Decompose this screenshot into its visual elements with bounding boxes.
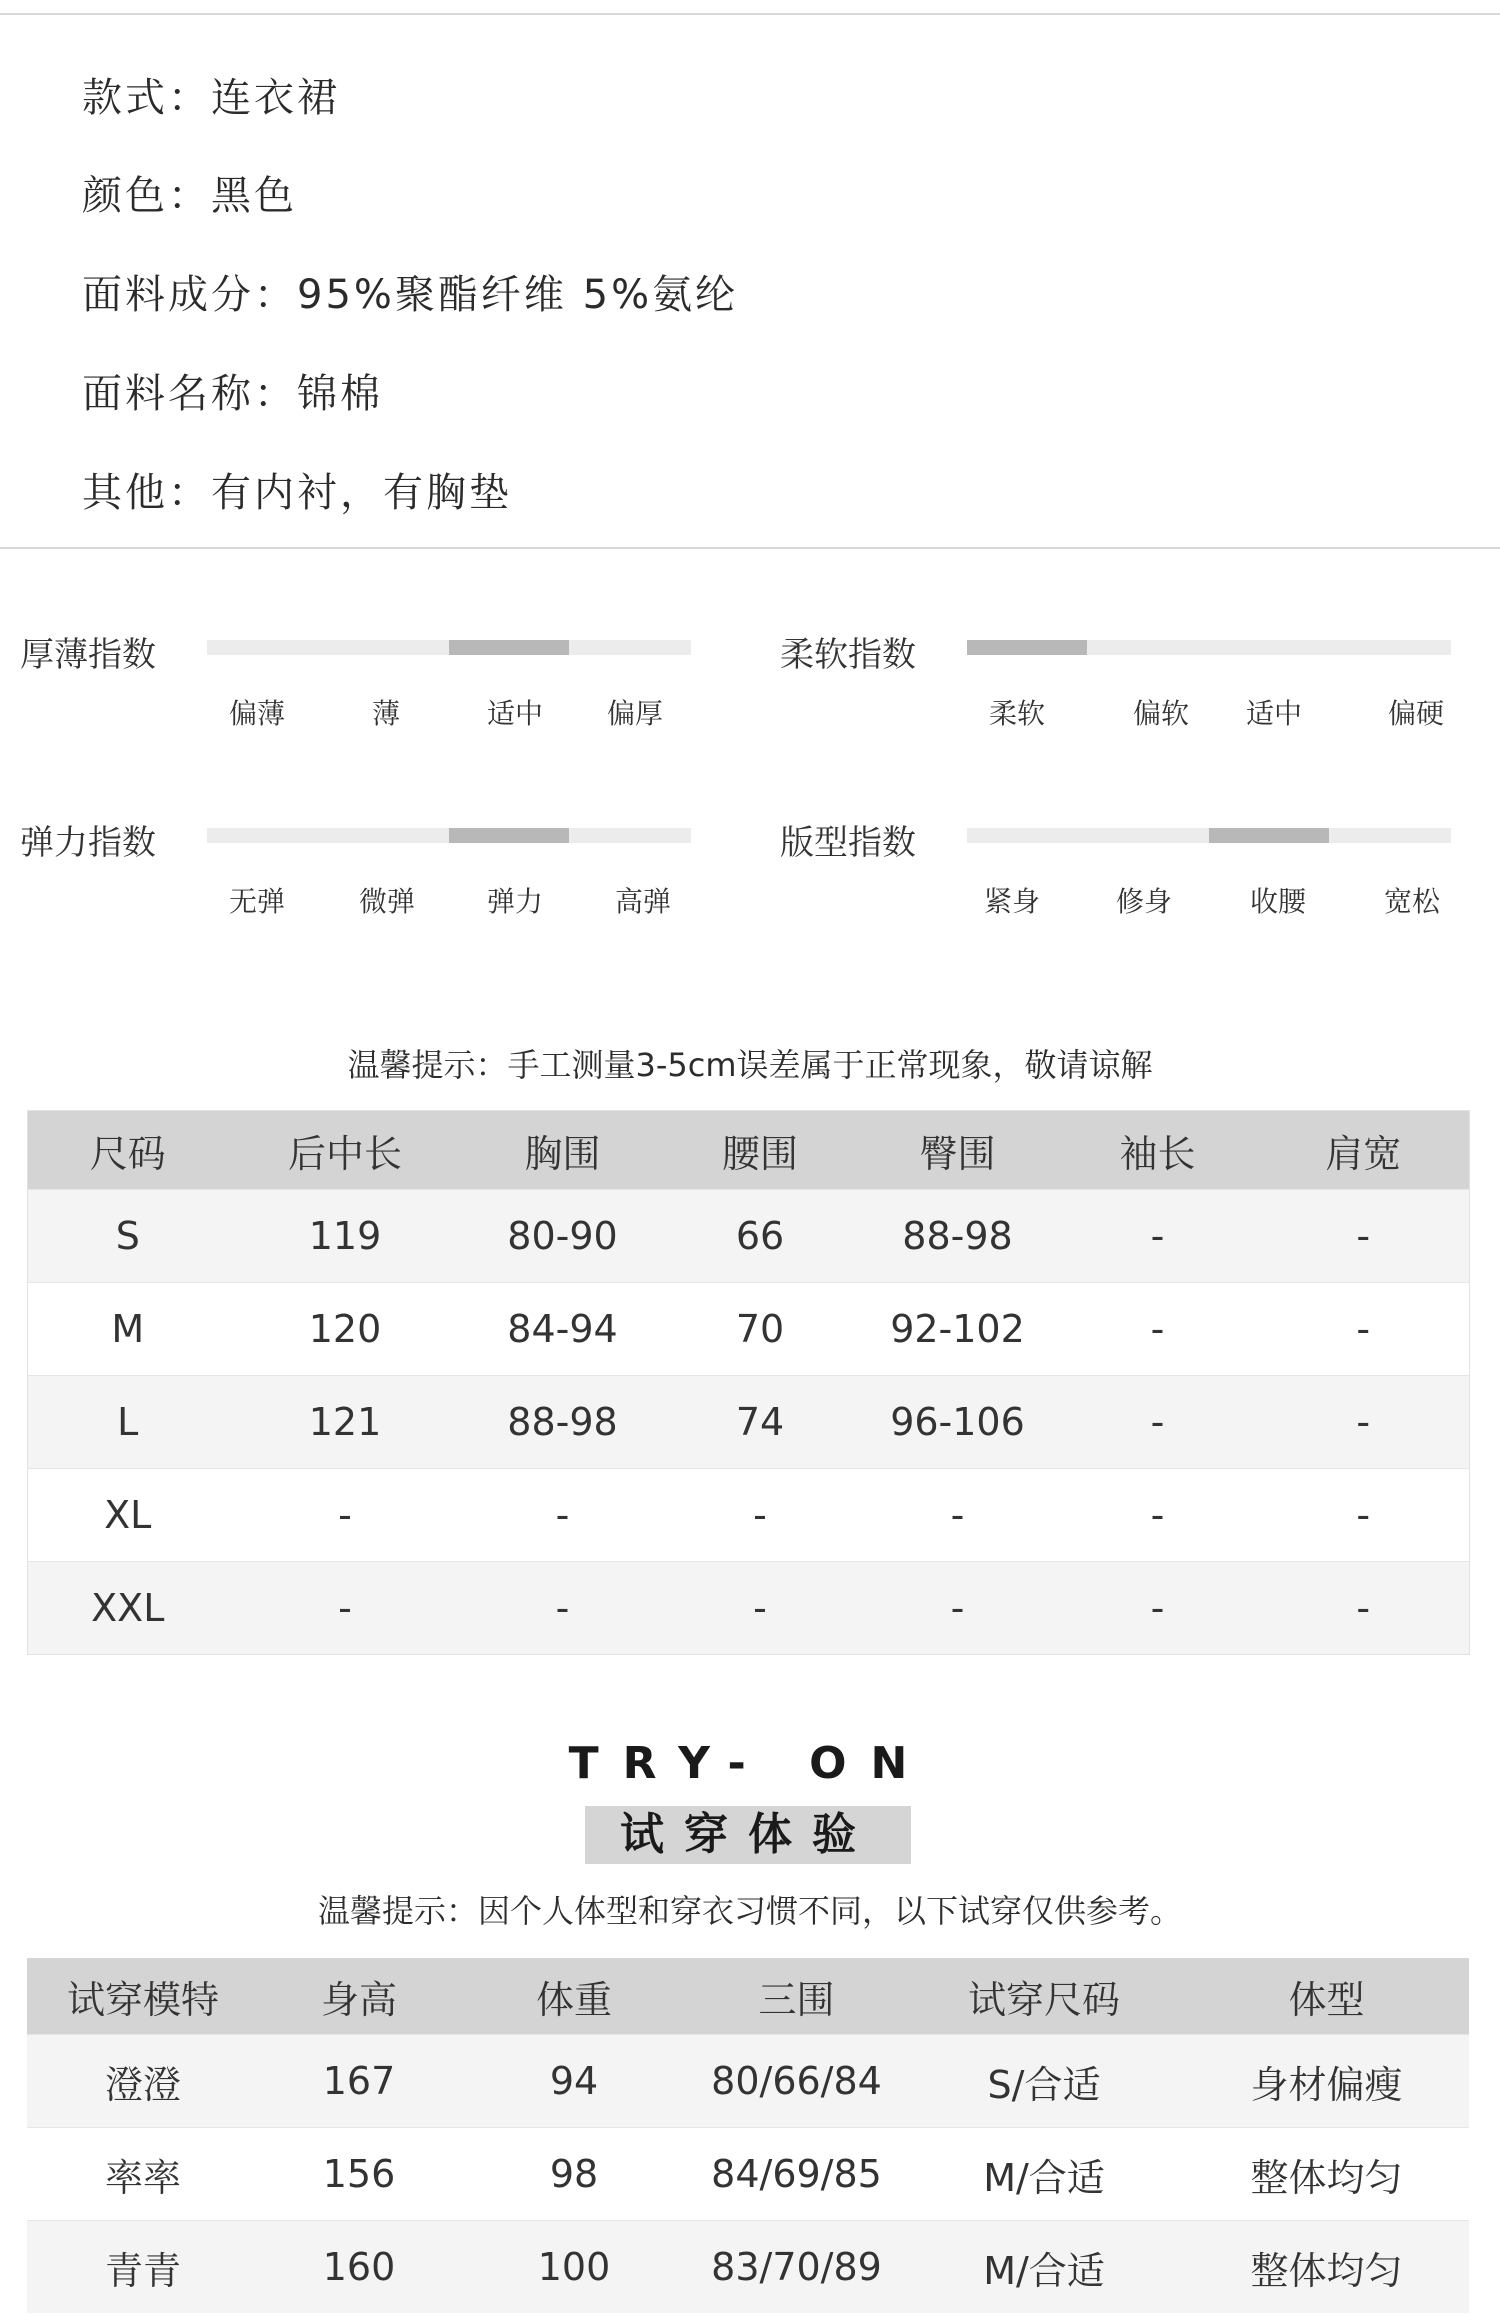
index-tick: 弹力 (486, 885, 543, 918)
column-header: 肩宽 (1258, 1111, 1470, 1190)
index-label: 版型指数 (780, 823, 916, 863)
index-bar (207, 640, 691, 655)
top-divider (0, 13, 1500, 15)
table-cell: - (858, 1562, 1058, 1655)
table-cell: 121 (228, 1376, 463, 1469)
column-header: 腰围 (663, 1111, 858, 1190)
table-cell: 澄澄 (27, 2035, 259, 2128)
table-cell: - (1258, 1190, 1470, 1283)
table-cell: - (1258, 1283, 1470, 1376)
table-cell: L (28, 1376, 228, 1469)
column-header: 后中长 (228, 1111, 463, 1190)
table-cell: 98 (459, 2128, 689, 2221)
table-header-row (28, 1111, 1470, 1190)
table-cell: 160 (259, 2221, 459, 2314)
attr-color: 颜色：黑色 (82, 173, 297, 219)
table-cell: 80-90 (463, 1190, 663, 1283)
index-label: 厚薄指数 (20, 635, 156, 675)
table-cell: 96-106 (858, 1376, 1058, 1469)
index-tick: 适中 (486, 697, 543, 730)
table-row (28, 1376, 1470, 1469)
table-cell: 88-98 (858, 1190, 1058, 1283)
table-cell: 167 (259, 2035, 459, 2128)
table-cell: 94 (459, 2035, 689, 2128)
index-tick: 紧身 (983, 885, 1040, 918)
table-cell: - (663, 1562, 858, 1655)
table-cell: - (1058, 1190, 1258, 1283)
index-bar-fill (1209, 828, 1329, 843)
table-cell: 70 (663, 1283, 858, 1376)
column-header: 试穿模特 (27, 1958, 259, 2035)
table-cell: M/合适 (904, 2221, 1184, 2314)
table-cell: 84-94 (463, 1283, 663, 1376)
table-cell: S/合适 (904, 2035, 1184, 2128)
index-bar-fill (449, 828, 569, 843)
index-bar (967, 640, 1451, 655)
table-cell: 80/66/84 (689, 2035, 904, 2128)
table-row (28, 1469, 1470, 1562)
index-tick: 偏硬 (1387, 697, 1444, 730)
table-cell: 88-98 (463, 1376, 663, 1469)
table-cell: XL (28, 1469, 228, 1562)
index-label: 弹力指数 (20, 823, 156, 863)
table-cell: 156 (259, 2128, 459, 2221)
table-cell: - (228, 1562, 463, 1655)
table-row (28, 1562, 1470, 1655)
column-header: 袖长 (1058, 1111, 1258, 1190)
table-cell: 119 (228, 1190, 463, 1283)
table-cell: 100 (459, 2221, 689, 2314)
size-tip: 温馨提示：手工测量3-5cm误差属于正常现象，敬请谅解 (347, 1046, 1153, 1084)
table-cell: S (28, 1190, 228, 1283)
column-header: 体重 (459, 1958, 689, 2035)
table-cell: XXL (28, 1562, 228, 1655)
table-row (28, 1190, 1470, 1283)
table-cell: 83/70/89 (689, 2221, 904, 2314)
index-tick: 偏软 (1132, 697, 1189, 730)
tryon-table (27, 1958, 1469, 2313)
tryon-tip: 温馨提示：因个人体型和穿衣习惯不同，以下试穿仅供参考。 (317, 1892, 1182, 1930)
index-tick: 高弹 (614, 885, 671, 918)
table-cell: - (1058, 1283, 1258, 1376)
column-header: 身高 (259, 1958, 459, 2035)
tryon-title-cn: 试穿体验 (585, 1806, 911, 1864)
index-tick: 偏厚 (606, 697, 663, 730)
table-cell: - (1058, 1562, 1258, 1655)
index-bar-fill (449, 640, 569, 655)
table-cell: - (463, 1562, 663, 1655)
attr-style: 款式：连衣裙 (82, 75, 340, 121)
table-cell: - (858, 1469, 1058, 1562)
table-cell: M (28, 1283, 228, 1376)
table-cell: 66 (663, 1190, 858, 1283)
attr-other: 其他：有内衬，有胸垫 (82, 470, 512, 516)
index-tick: 柔软 (988, 697, 1045, 730)
table-cell: 整体均匀 (1184, 2221, 1469, 2314)
table-row (28, 1283, 1470, 1376)
table-cell: 青青 (27, 2221, 259, 2314)
table-cell: 120 (228, 1283, 463, 1376)
column-header: 体型 (1184, 1958, 1469, 2035)
table-cell: 身材偏瘦 (1184, 2035, 1469, 2128)
table-cell: 率率 (27, 2128, 259, 2221)
index-tick: 无弹 (228, 885, 285, 918)
table-cell: - (1258, 1376, 1470, 1469)
table-cell: 整体均匀 (1184, 2128, 1469, 2221)
table-cell: - (1258, 1469, 1470, 1562)
tryon-title-en: TRY- ON (568, 1738, 932, 1789)
table-cell: 92-102 (858, 1283, 1058, 1376)
table-cell: M/合适 (904, 2128, 1184, 2221)
attr-fabric-name: 面料名称：锦棉 (82, 371, 383, 417)
index-tick: 宽松 (1383, 885, 1440, 918)
column-header: 胸围 (463, 1111, 663, 1190)
column-header: 试穿尺码 (904, 1958, 1184, 2035)
index-tick: 收腰 (1249, 885, 1306, 918)
table-cell: - (228, 1469, 463, 1562)
size-table (27, 1110, 1470, 1655)
index-tick: 偏薄 (228, 697, 285, 730)
index-bar (967, 828, 1451, 843)
index-bar-fill (967, 640, 1087, 655)
attr-composition: 面料成分：95%聚酯纤维 5%氨纶 (82, 272, 739, 318)
column-header: 臀围 (858, 1111, 1058, 1190)
table-row (27, 2035, 1469, 2128)
index-label: 柔软指数 (780, 635, 916, 675)
table-row (27, 2221, 1469, 2314)
table-cell: - (1058, 1469, 1258, 1562)
column-header: 尺码 (28, 1111, 228, 1190)
table-header-row (27, 1958, 1469, 2035)
table-cell: 84/69/85 (689, 2128, 904, 2221)
index-bar (207, 828, 691, 843)
table-row (27, 2128, 1469, 2221)
section-divider (0, 547, 1500, 549)
table-cell: - (1058, 1376, 1258, 1469)
index-tick: 修身 (1115, 885, 1172, 918)
index-tick: 薄 (371, 697, 400, 730)
table-cell: - (463, 1469, 663, 1562)
index-tick: 适中 (1245, 697, 1302, 730)
table-cell: 74 (663, 1376, 858, 1469)
index-tick: 微弹 (358, 885, 415, 918)
column-header: 三围 (689, 1958, 904, 2035)
table-cell: - (1258, 1562, 1470, 1655)
table-cell: - (663, 1469, 858, 1562)
